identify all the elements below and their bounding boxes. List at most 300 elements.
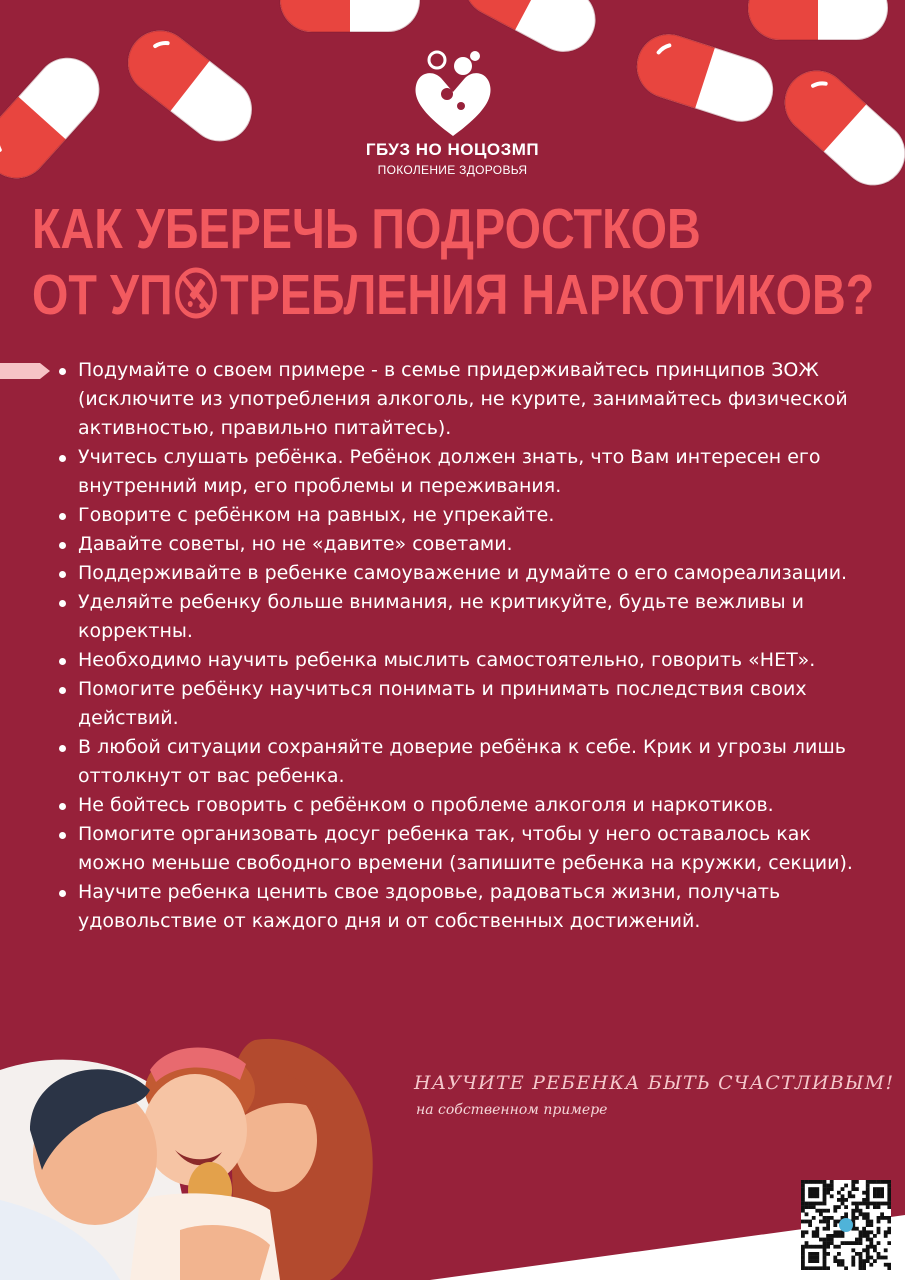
qr-module [837, 1259, 841, 1263]
qr-module [873, 1180, 877, 1184]
qr-module [851, 1184, 855, 1188]
qr-module [837, 1205, 841, 1209]
qr-module [866, 1205, 870, 1209]
qr-module [823, 1241, 827, 1245]
qr-module [812, 1202, 816, 1206]
qr-module [826, 1191, 830, 1195]
qr-module [823, 1180, 827, 1184]
qr-module [801, 1230, 805, 1234]
qr-module [841, 1187, 845, 1191]
qr-module [805, 1180, 809, 1184]
qr-module [819, 1245, 823, 1249]
qr-module [808, 1266, 812, 1270]
qr-module [823, 1202, 827, 1206]
qr-module [826, 1184, 830, 1188]
qr-module [869, 1238, 873, 1242]
qr-module [823, 1227, 827, 1231]
qr-module [830, 1241, 834, 1245]
qr-module [884, 1202, 888, 1206]
qr-module [887, 1194, 891, 1198]
qr-module [812, 1266, 816, 1270]
qr-module [833, 1223, 837, 1227]
qr-module [837, 1230, 841, 1234]
qr-module [848, 1191, 852, 1195]
qr-module [801, 1234, 805, 1238]
qr-module [866, 1238, 870, 1242]
qr-module [859, 1252, 863, 1256]
qr-module [887, 1216, 891, 1220]
qr-module [862, 1227, 866, 1231]
qr-module [844, 1184, 848, 1188]
qr-module [841, 1194, 845, 1198]
qr-module [815, 1245, 819, 1249]
qr-module [833, 1230, 837, 1234]
qr-module [884, 1263, 888, 1267]
qr-module [887, 1241, 891, 1245]
qr-module [866, 1187, 870, 1191]
qr-module [869, 1202, 873, 1206]
qr-module [833, 1256, 837, 1260]
qr-module [866, 1216, 870, 1220]
qr-module [862, 1202, 866, 1206]
qr-module [841, 1263, 845, 1267]
qr-module [884, 1256, 888, 1260]
qr-module [866, 1194, 870, 1198]
qr-module [812, 1256, 816, 1260]
qr-module [877, 1220, 881, 1224]
qr-module [866, 1252, 870, 1256]
qr-module [837, 1245, 841, 1249]
qr-module [866, 1212, 870, 1216]
qr-module [869, 1223, 873, 1227]
qr-module [823, 1216, 827, 1220]
qr-module [823, 1184, 827, 1188]
pill-1 [0, 45, 113, 192]
qr-module [887, 1180, 891, 1184]
qr-module [808, 1259, 812, 1263]
qr-module [866, 1248, 870, 1252]
qr-module [866, 1256, 870, 1260]
qr-module [873, 1259, 877, 1263]
qr-module [887, 1202, 891, 1206]
qr-module [833, 1245, 837, 1249]
qr-module [823, 1198, 827, 1202]
qr-module [815, 1227, 819, 1231]
qr-module [873, 1248, 877, 1252]
qr-module [833, 1209, 837, 1213]
qr-module [869, 1241, 873, 1245]
qr-module [844, 1212, 848, 1216]
qr-module [869, 1180, 873, 1184]
qr-module [866, 1234, 870, 1238]
qr-module [801, 1191, 805, 1195]
qr-module [823, 1263, 827, 1267]
qr-module [837, 1234, 841, 1238]
qr-module [859, 1234, 863, 1238]
title-line-2-start: ОТ УП [32, 263, 173, 327]
qr-module [887, 1198, 891, 1202]
qr-module [815, 1194, 819, 1198]
qr-module [812, 1205, 816, 1209]
qr-module [812, 1194, 816, 1198]
qr-module [855, 1202, 859, 1206]
qr-module [805, 1220, 809, 1224]
qr-module [851, 1209, 855, 1213]
pill-3 [280, 0, 420, 32]
qr-module [815, 1259, 819, 1263]
qr-module [812, 1191, 816, 1195]
qr-module [866, 1202, 870, 1206]
list-item: Подумайте о своем примере - в семье придерживайтесь принципов ЗОЖ (исключите из употребления алкоголь, не курите, занимайтесь физической активностью, правильно питайтесь). [52, 356, 872, 443]
qr-module [812, 1230, 816, 1234]
qr-module [801, 1266, 805, 1270]
qr-module [830, 1216, 834, 1220]
qr-module [830, 1180, 834, 1184]
qr-module [841, 1259, 845, 1263]
qr-module [808, 1205, 812, 1209]
qr-module [866, 1223, 870, 1227]
list-item: Поддерживайте в ребенке самоуважение и думайте о его самореализации. [52, 559, 872, 588]
qr-module [866, 1245, 870, 1249]
qr-module [869, 1220, 873, 1224]
slogan: НАУЧИТЕ РЕБЕНКА БЫТЬ СЧАСТЛИВЫМ! [414, 1072, 895, 1094]
qr-module [862, 1216, 866, 1220]
qr-module [812, 1245, 816, 1249]
qr-module [887, 1191, 891, 1195]
list-item: Давайте советы, но не «давите» советами. [52, 530, 872, 559]
qr-module [880, 1187, 884, 1191]
qr-module [819, 1266, 823, 1270]
qr-module [855, 1252, 859, 1256]
qr-module [887, 1205, 891, 1209]
list-item: Не бойтесь говорить с ребёнком о проблеме алкоголя и наркотиков. [52, 791, 872, 820]
title-line-2-end: ТРЕБЛЕНИЯ НАРКОТИКОВ? [220, 263, 875, 327]
qr-module [869, 1230, 873, 1234]
qr-module [823, 1256, 827, 1260]
qr-module [801, 1205, 805, 1209]
qr-module [808, 1202, 812, 1206]
qr-module [848, 1194, 852, 1198]
qr-module [887, 1230, 891, 1234]
qr-module [862, 1234, 866, 1238]
qr-module [880, 1256, 884, 1260]
qr-module [873, 1187, 877, 1191]
qr-module [823, 1252, 827, 1256]
qr-module [815, 1180, 819, 1184]
qr-module [869, 1256, 873, 1260]
qr-module [815, 1191, 819, 1195]
qr-module [887, 1266, 891, 1270]
qr-module [815, 1230, 819, 1234]
qr-module [826, 1216, 830, 1220]
pill-6 [772, 57, 905, 198]
qr-module [862, 1230, 866, 1234]
list-item: Помогите ребёнку научиться понимать и принимать последствия своих действий. [52, 675, 872, 733]
pill-2 [115, 18, 265, 155]
list-item: Научите ребенка ценить свое здоровье, радоваться жизни, получать удовольствие от каждого дня и от собственных достижений. [52, 878, 872, 936]
qr-module [823, 1194, 827, 1198]
qr-module [884, 1234, 888, 1238]
qr-module [841, 1198, 845, 1202]
qr-module [808, 1191, 812, 1195]
qr-module [866, 1198, 870, 1202]
qr-module [808, 1252, 812, 1256]
qr-module [808, 1245, 812, 1249]
qr-module [887, 1220, 891, 1224]
qr-module [859, 1212, 863, 1216]
qr-module [844, 1241, 848, 1245]
qr-module [887, 1263, 891, 1267]
qr-module [826, 1252, 830, 1256]
qr-module [862, 1263, 866, 1267]
qr-module [801, 1256, 805, 1260]
qr-module [873, 1245, 877, 1249]
qr-module [855, 1216, 859, 1220]
qr-module [880, 1191, 884, 1195]
qr-module [801, 1198, 805, 1202]
qr-module [873, 1234, 877, 1238]
qr-module [833, 1205, 837, 1209]
qr-module [801, 1248, 805, 1252]
qr-module [823, 1238, 827, 1242]
qr-module [815, 1209, 819, 1213]
qr-module [851, 1263, 855, 1267]
qr-module [815, 1234, 819, 1238]
qr-module [851, 1180, 855, 1184]
qr-module [815, 1266, 819, 1270]
qr-module [851, 1202, 855, 1206]
qr-module [801, 1263, 805, 1267]
qr-module [837, 1252, 841, 1256]
org-name: ГБУЗ НО НОЦОЗМП [365, 140, 540, 159]
qr-module [844, 1266, 848, 1270]
qr-module [823, 1191, 827, 1195]
qr-module [877, 1256, 881, 1260]
qr-module [859, 1256, 863, 1260]
qr-module [880, 1202, 884, 1206]
qr-module [808, 1256, 812, 1260]
qr-module [833, 1234, 837, 1238]
qr-module [880, 1194, 884, 1198]
qr-module [859, 1209, 863, 1213]
qr-module [841, 1241, 845, 1245]
qr-module [855, 1209, 859, 1213]
qr-module [805, 1205, 809, 1209]
qr-code[interactable] [801, 1180, 891, 1270]
qr-module [819, 1209, 823, 1213]
qr-module [884, 1248, 888, 1252]
qr-module [801, 1180, 805, 1184]
qr-module [837, 1198, 841, 1202]
list-item: В любой ситуации сохраняйте доверие ребёнка к себе. Крик и угрозы лишь оттолкнут от вас ребенка. [52, 733, 872, 791]
qr-module [851, 1194, 855, 1198]
qr-module [855, 1238, 859, 1242]
qr-module [851, 1187, 855, 1191]
list-item: Говорите с ребёнком на равных, не упрекайте. [52, 501, 872, 530]
qr-module [884, 1230, 888, 1234]
qr-module [873, 1194, 877, 1198]
page-title [32, 196, 875, 328]
qr-module [819, 1180, 823, 1184]
qr-module [862, 1212, 866, 1216]
qr-module [851, 1216, 855, 1220]
qr-module [808, 1187, 812, 1191]
list-item: Учитесь слушать ребёнка. Ребёнок должен знать, что Вам интересен его внутренний мир, его проблемы и переживания. [52, 443, 872, 501]
qr-module [866, 1180, 870, 1184]
qr-module [815, 1187, 819, 1191]
qr-module [841, 1234, 845, 1238]
qr-module [873, 1191, 877, 1195]
qr-module [877, 1180, 881, 1184]
qr-center-logo [839, 1218, 853, 1232]
qr-module [859, 1241, 863, 1245]
title-line-2 [32, 262, 875, 328]
qr-module [823, 1245, 827, 1249]
qr-module [869, 1245, 873, 1249]
qr-module [812, 1216, 816, 1220]
qr-module [826, 1234, 830, 1238]
qr-module [826, 1245, 830, 1249]
qr-module [819, 1202, 823, 1206]
qr-module [866, 1184, 870, 1188]
qr-module [812, 1234, 816, 1238]
qr-module [873, 1205, 877, 1209]
qr-module [884, 1216, 888, 1220]
qr-module [851, 1259, 855, 1263]
qr-module [801, 1202, 805, 1206]
qr-module [837, 1263, 841, 1267]
qr-module [855, 1180, 859, 1184]
qr-module [815, 1256, 819, 1260]
pill-5 [629, 26, 782, 130]
qr-module [805, 1230, 809, 1234]
qr-module [851, 1212, 855, 1216]
qr-module [887, 1227, 891, 1231]
qr-module [819, 1238, 823, 1242]
qr-module [805, 1245, 809, 1249]
qr-module [801, 1194, 805, 1198]
qr-module [826, 1266, 830, 1270]
qr-module [805, 1202, 809, 1206]
qr-module [851, 1256, 855, 1260]
qr-module [848, 1241, 852, 1245]
qr-module [859, 1259, 863, 1263]
qr-module [855, 1205, 859, 1209]
qr-module [805, 1241, 809, 1245]
qr-module [855, 1227, 859, 1231]
qr-module [862, 1248, 866, 1252]
qr-module [826, 1223, 830, 1227]
qr-module [801, 1220, 805, 1224]
qr-module [812, 1252, 816, 1256]
family-heart-logo [403, 48, 503, 140]
qr-module [801, 1259, 805, 1263]
qr-module [801, 1209, 805, 1213]
qr-module [862, 1259, 866, 1263]
qr-module [877, 1230, 881, 1234]
family-hugging-illustration [0, 1030, 395, 1280]
qr-module [823, 1187, 827, 1191]
qr-module [826, 1227, 830, 1231]
qr-module [859, 1238, 863, 1242]
qr-module [830, 1238, 834, 1242]
qr-module [812, 1187, 816, 1191]
qr-module [826, 1187, 830, 1191]
qr-module [808, 1180, 812, 1184]
qr-module [844, 1205, 848, 1209]
qr-module [877, 1227, 881, 1231]
qr-module [859, 1202, 863, 1206]
qr-module [862, 1198, 866, 1202]
qr-module [862, 1266, 866, 1270]
qr-module [823, 1220, 827, 1224]
qr-module [877, 1191, 881, 1195]
qr-module [823, 1248, 827, 1252]
qr-module [808, 1194, 812, 1198]
qr-module [859, 1263, 863, 1267]
qr-module [869, 1263, 873, 1267]
qr-module [819, 1220, 823, 1224]
qr-module [823, 1266, 827, 1270]
qr-module [830, 1234, 834, 1238]
qr-module [877, 1187, 881, 1191]
qr-module [866, 1191, 870, 1195]
pill-7 [748, 0, 888, 40]
qr-module [812, 1259, 816, 1263]
qr-module [851, 1248, 855, 1252]
qr-module [826, 1220, 830, 1224]
qr-module [830, 1194, 834, 1198]
qr-module [887, 1184, 891, 1188]
qr-module [808, 1220, 812, 1224]
qr-module [801, 1245, 805, 1249]
qr-module [877, 1205, 881, 1209]
org-subtitle: ПОКОЛЕНИЕ ЗДОРОВЬЯ [377, 163, 528, 177]
qr-module [877, 1252, 881, 1256]
tips-list [52, 356, 872, 936]
arrow-marker-icon [0, 360, 52, 382]
qr-module [855, 1187, 859, 1191]
qr-module [823, 1209, 827, 1213]
qr-module [866, 1259, 870, 1263]
qr-module [801, 1187, 805, 1191]
qr-module [823, 1259, 827, 1263]
qr-module [830, 1187, 834, 1191]
qr-module [833, 1220, 837, 1224]
qr-module [826, 1209, 830, 1213]
qr-module [833, 1259, 837, 1263]
slogan-subtitle: на собственном примере [416, 1102, 608, 1118]
qr-module [884, 1180, 888, 1184]
qr-module [862, 1191, 866, 1195]
qr-module [859, 1266, 863, 1270]
qr-module [815, 1202, 819, 1206]
qr-module [808, 1223, 812, 1227]
qr-module [866, 1230, 870, 1234]
qr-module [837, 1191, 841, 1195]
qr-module [877, 1202, 881, 1206]
qr-module [866, 1220, 870, 1224]
qr-module [830, 1184, 834, 1188]
qr-module [880, 1216, 884, 1220]
qr-module [805, 1212, 809, 1216]
qr-module [801, 1184, 805, 1188]
qr-module [877, 1241, 881, 1245]
qr-module [880, 1180, 884, 1184]
qr-module [815, 1252, 819, 1256]
qr-module [880, 1212, 884, 1216]
list-item: Помогите организовать досуг ребенка так, чтобы у него оставалось как можно меньше свободного времени (запишите ребенка на кружки, секции). [52, 820, 872, 878]
